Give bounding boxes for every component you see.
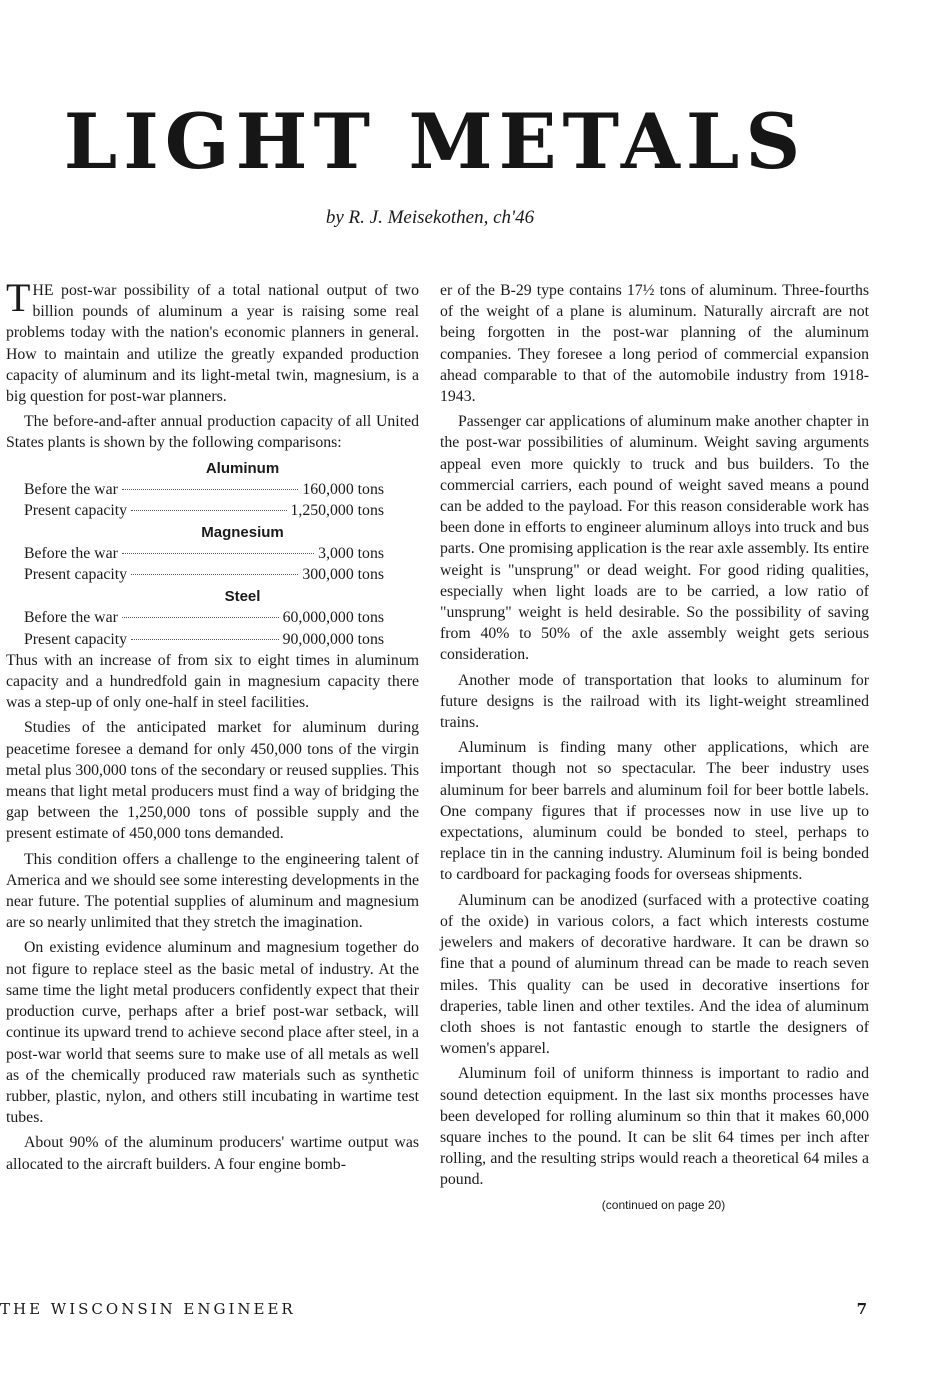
table-heading-magnesium: Magnesium — [201, 524, 284, 542]
paragraph: Aluminum foil of uniform thinness is important to radio and sound detection equipment. In the last six months processes have been developed for rolling aluminum so thin that it makes 60,000 square inches to the pound. It can be slit 64 times per inch after rolling, and the resulting strips would reach a theoretical 64 miles a pound. — [440, 1065, 869, 1189]
byline: by R. J. Meisekothen, ch'46 — [325, 207, 535, 228]
leader-dots — [131, 639, 279, 640]
paragraph: Another mode of transportation that looks to aluminum for future designs is the railroad with its light-weight streamlined trains. — [440, 671, 869, 732]
page-number: 7 — [856, 1300, 870, 1318]
left-column — [6, 275, 419, 1179]
row-label: Before the war — [24, 609, 118, 627]
paragraph: This condition offers a challenge to the engineering talent of America and we should see some interesting developments in the near future. The potential supplies of aluminum and magnesium are so nearly unlimited that they stretch the imagination. — [6, 850, 419, 932]
leader-dots — [122, 489, 299, 490]
table-row — [24, 564, 384, 585]
row-value: 60,000,000 tons — [282, 609, 384, 627]
continued-note: (continued on page 20) — [601, 1197, 726, 1212]
row-value: 90,000,000 tons — [282, 630, 384, 648]
table-row — [24, 479, 384, 500]
drop-cap: T — [6, 275, 31, 320]
capacity-table — [6, 458, 419, 650]
row-value: 1,250,000 tons — [290, 501, 384, 519]
paragraph: About 90% of the aluminum producers' wartime output was allocated to the aircraft builders. A four engine bomb- — [6, 1134, 419, 1173]
paragraph-text: HE post-war possibility of a total national output of two billion pounds of aluminum a year is raising some real problems today with the nation's economic planners in general. How to maintain and utilize the greatly expanded production capacity of aluminum and its light-metal twin, magnesium, is a big question for post-war planners. — [6, 282, 419, 406]
paragraph: Aluminum can be anodized (surfaced with a protective coating of the oxide) in various colors, a fact which interests costume jewelers and makers of decorative hardware. It can be drawn so fine that a pound of aluminum thread can be made to reach seven miles. This quality can be used in decorative insertions for draperies, table linen and other textiles. And the idea of aluminum cloth shoes is not fantastic enough to startle the designers of women's apparel. — [440, 891, 869, 1058]
row-value: 300,000 tons — [302, 566, 384, 584]
row-label: Present capacity — [24, 630, 128, 648]
table-row — [24, 629, 384, 650]
leader-dots — [122, 553, 314, 554]
table-row — [24, 607, 384, 628]
row-value: 160,000 tons — [302, 480, 384, 498]
paragraph: On existing evidence aluminum and magnesium together do not figure to replace steel as the basic metal of industry. At the same time the light metal producers confidently expect that their production curve, perhaps after a brief post-war setback, will continue its upward trend to achieve second place after steel, in a post-war world that seems sure to make use of all metals as well as of the chemically produced raw materials such as synthetic rubber, plastic, nylon, and others still incubating in wartime test tubes. — [6, 939, 419, 1127]
right-column — [440, 280, 869, 1220]
leader-dots — [131, 510, 286, 511]
leader-dots — [131, 574, 298, 575]
publication-name: THE WISCONSIN ENGINEER — [0, 1300, 296, 1318]
leader-dots — [122, 617, 279, 618]
paragraph: er of the B-29 type contains 17½ tons of aluminum. Three-fourths of the weight of a plane is aluminum. Naturally aircraft are not being forgotten in the post-war planning of the aluminum companies. They foresee a long period of commercial expansion ahead comparable to that of the automobile industry from 1918-1943. — [440, 282, 869, 406]
paragraph — [6, 275, 419, 407]
row-label: Before the war — [24, 545, 118, 563]
row-label: Present capacity — [24, 501, 128, 519]
paragraph: Studies of the anticipated market for aluminum during peacetime foresee a demand for only 450,000 tons of the virgin metal plus 300,000 tons of the secondary or reused supplies. This means that light metal producers must find a way of bridging the gap between the 1,250,000 tons of possible supply and the present estimate of 450,000 tons demanded. — [6, 719, 419, 843]
paragraph: The before-and-after annual production capacity of all United States plants is shown by the following comparisons: — [6, 413, 419, 452]
article-title: LIGHT METALS — [63, 97, 807, 186]
paragraph: Thus with an increase of from six to eight times in aluminum capacity and a hundredfold gain in magnesium capacity there was a step-up of only one-half in steel facilities. — [6, 651, 419, 712]
table-heading-steel: Steel — [224, 588, 261, 606]
table-row — [24, 500, 384, 521]
row-value: 3,000 tons — [318, 545, 384, 563]
table-heading-aluminum: Aluminum — [205, 459, 280, 477]
paragraph: Passenger car applications of aluminum make another chapter in the post-war possibilities of aluminum. Weight saving arguments appeal even more quickly to truck and bus builders. To the commercial carriers, each pound of weight saved means a pound can be added to the payload. For this reason considerable work has been done in efforts to engineer aluminum alloys into truck and bus parts. One promising application is the rear axle assembly. Its entire weight is "unsprung" or dead weight. For good riding qualities, especially when light loads are to be carried, a low ratio of "unsprung" weight is held desirable. So the possibility of saving from 40% to 50% of the axle assembly weight gets serious consideration. — [440, 413, 869, 664]
row-label: Present capacity — [24, 566, 128, 584]
table-row — [24, 543, 384, 564]
row-label: Before the war — [24, 480, 118, 498]
paragraph: Aluminum is finding many other applications, which are important though not so spectacular. The beer industry uses aluminum for beer barrels and aluminum foil for beer bottle labels. One company figures that if processes now in use live up to expectations, aluminum could be bonded to steel, perhaps to replace tin in the canning industry. Aluminum foil is being bonded to cardboard for packaging foods for overseas shipments. — [440, 739, 869, 884]
